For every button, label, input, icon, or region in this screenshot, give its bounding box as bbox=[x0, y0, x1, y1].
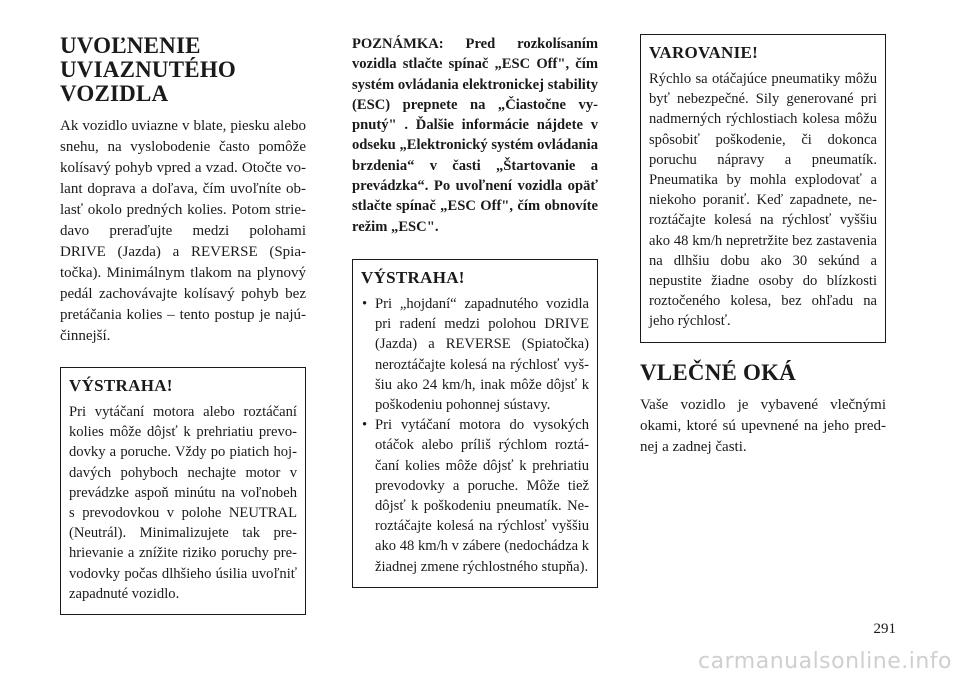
bullet-icon: • bbox=[362, 295, 368, 312]
heading-line: UVIAZNUTÉHO bbox=[60, 57, 237, 82]
page-number: 291 bbox=[873, 621, 896, 637]
warning-bullet-list bbox=[361, 294, 589, 577]
warning-title: VAROVANIE! bbox=[649, 43, 759, 62]
bullet-text: Pri vytáčaní motora do vysokých otáčok alebo príliš rýchlom roztáčaní kolies môže dôjsť k prehriatiu prevodovky a poruche. Môže tiež dôjsť k poškodeniu pneumatík. Neroztáčajte kolesá na rýchlosť vyššiu ako 48 km/h v zábere (nedochádza k žiadnej zmene rýchlostného stupňa). bbox=[375, 417, 589, 575]
section-heading-release-stuck-vehicle bbox=[60, 34, 306, 106]
warning-box-rocking bbox=[352, 259, 598, 588]
column-right bbox=[640, 34, 886, 458]
esc-note: POZNÁMKA: Pred rozkolísaním vozidla stlačte spínač „ESC Off", čím systém ovládania elektronickej stability (ESC) prepnete na „Čiastočne vypnutý" . Ďalšie informácie nájdete v odseku „Elektronický systém ovládania brzdenia“ v časti „Štartovanie a prevádzka“. Po uvoľnení vozidla opäť stlačte spínač „ESC Off", čím obnovíte režim „ESC". bbox=[352, 36, 598, 235]
warning-bullet bbox=[361, 415, 589, 577]
heading-line: UVOĽNENIE bbox=[60, 33, 201, 58]
watermark: carmanualsonline.info bbox=[698, 649, 952, 674]
tow-hooks-paragraph: Vaše vozidlo je vybavené vlečnými okami, ktoré sú upevnené na jeho prednej a zadnej časti. bbox=[640, 396, 886, 455]
warning-bullet bbox=[361, 294, 589, 415]
bullet-text: Pri „hojdaní“ zapadnutého vozidla pri radení medzi polohou DRIVE (Jazda) a REVERSE (Spiatočka) neroztáčajte kolesá na rýchlosť vyššiu ako 24 km/h, inak môže dôjsť k poškodeniu pohonnej sústavy. bbox=[375, 295, 589, 413]
heading-line: VOZIDLA bbox=[60, 81, 169, 106]
intro-paragraph: Ak vozidlo uviazne v blate, piesku alebo snehu, na vyslobodenie často pomôže kolísavý pohyb vpred a vzad. Otočte volant doprava a doľava, čím uvoľníte oblasť okolo predných kolies. Potom striedavo preraďujte medzi polohami DRIVE (Jazda) a REVERSE (Spiatočka). Minimálnym tlakom na plynový pedál zachovávajte kolísavý pohyb bez pretáčania kolies – tento postup je najúčinnejší. bbox=[60, 118, 306, 344]
warning-box-tires bbox=[640, 34, 886, 343]
section-heading-tow-hooks: VLEČNÉ OKÁ bbox=[640, 359, 796, 385]
warning-text: Rýchlo sa otáčajúce pneumatiky môžu byť nebezpečné. Sily generované pri nadmerných rýchlostiach kolesa môžu spôsobiť poškodenie, či dokonca poruchu nápravy a pneumatík. Pneumatika by mohla explodovať a niekoho poraniť. Keď zapadnete, neroztáčajte kolesá na rýchlosť vyššiu ako 48 km/h nepretržite bez zastavenia na dlhšiu dobu ako 30 sekúnd a nepustite žiadne osoby do blízkosti roztočeného kolesa, bez ohľadu na jeho rýchlosť. bbox=[649, 71, 877, 330]
column-left bbox=[60, 34, 306, 615]
warning-title: VÝSTRAHA! bbox=[69, 376, 173, 395]
warning-title: VÝSTRAHA! bbox=[361, 267, 465, 287]
warning-box-transmission bbox=[60, 367, 306, 615]
warning-text: Pri vytáčaní motora alebo roztáčaní kolies môže dôjsť k prehriatiu prevodovky a poruche. Vždy po piatich hojdavých pohyboch nechajte motor v prevádzke aspoň minútu na voľnobeh s prevodovkou v polohe NEUTRAL (Neutrál). Minimalizujete tak prehrievanie a znížite riziko poruchy prevodovky počas dlhšieho úsilia uvoľniť zapadnuté vozidlo. bbox=[69, 404, 297, 602]
column-middle bbox=[352, 34, 598, 588]
bullet-icon: • bbox=[362, 417, 368, 434]
